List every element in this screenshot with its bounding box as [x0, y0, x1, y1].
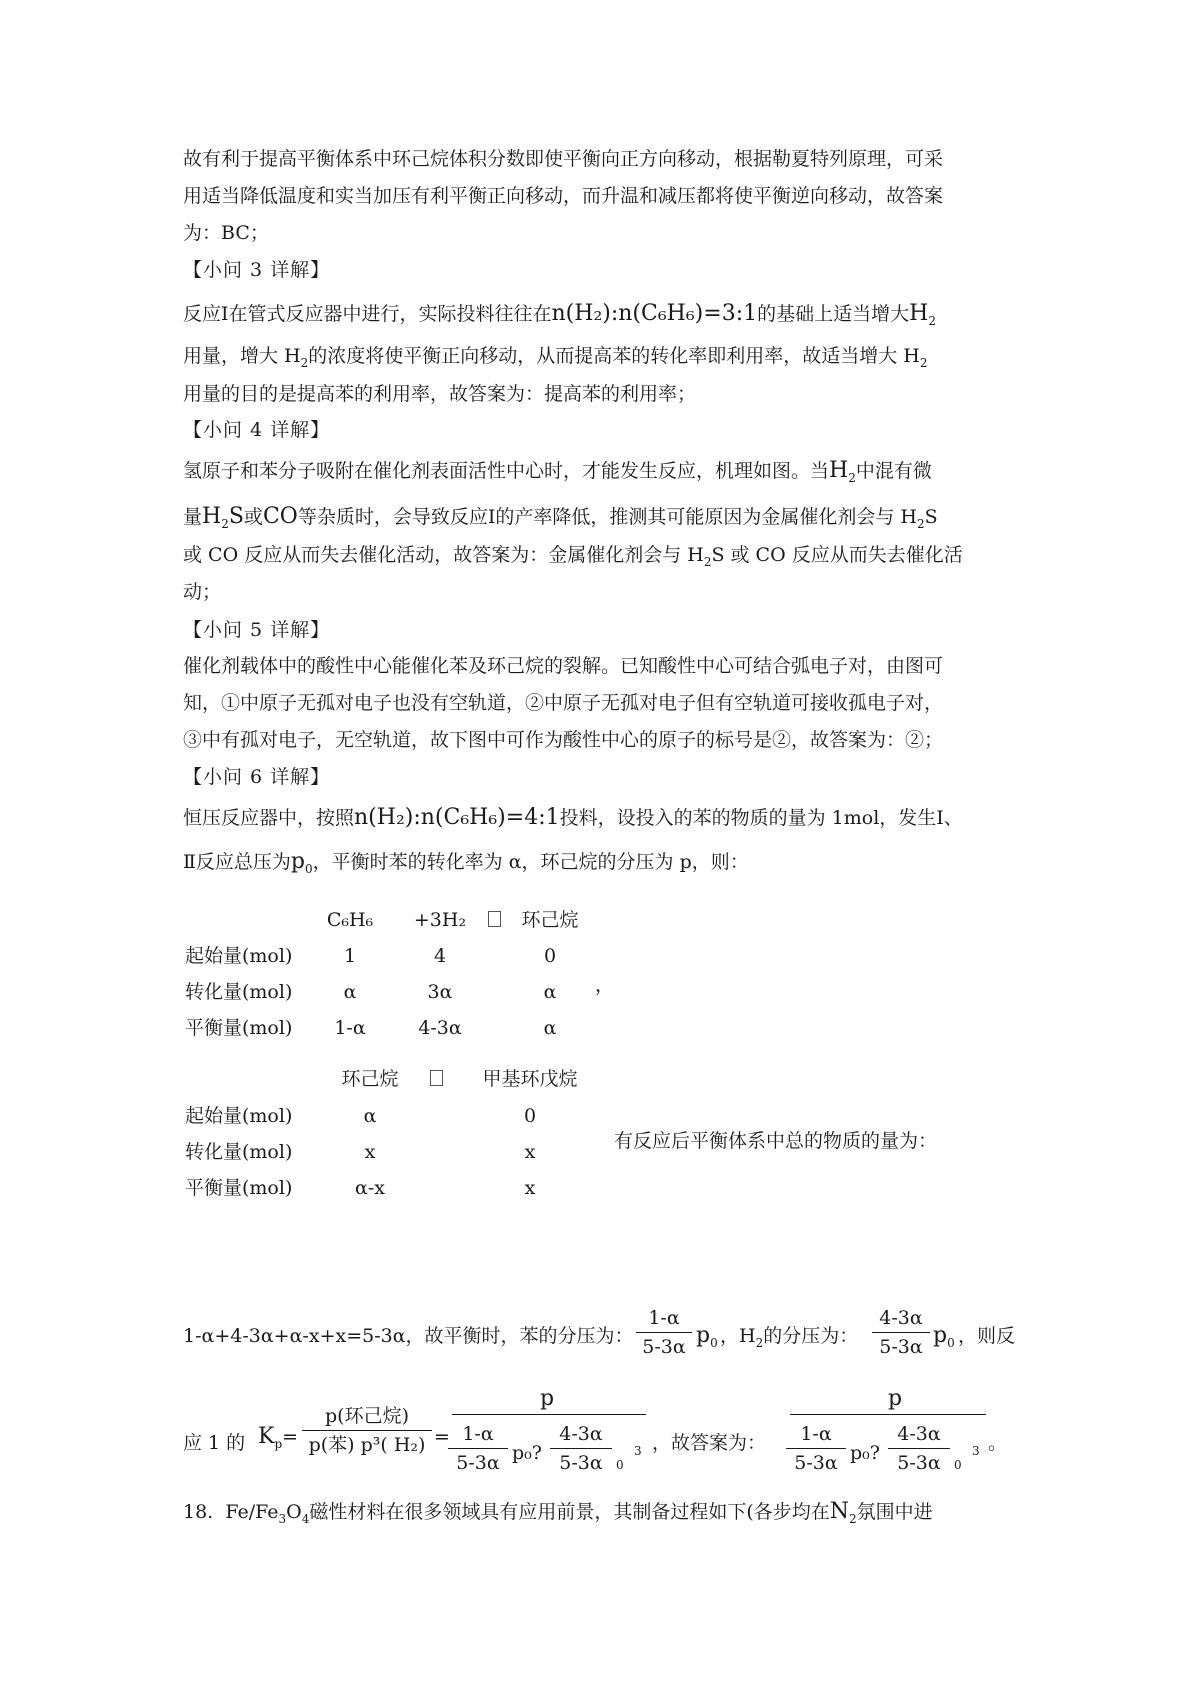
text-line: ，则反 [958, 1325, 1016, 1347]
subscript: 0 [616, 1458, 624, 1472]
table-header-cyclohexane: 环己烷 [521, 909, 579, 931]
section-header-q6: 【小问 6 详解】 [183, 766, 331, 788]
text-line: 1-α+4-3α+α-x+x=5-3α，故平衡时，苯的分压为： [183, 1325, 634, 1347]
text-line: ，故答案为： [652, 1432, 767, 1454]
fraction-benzene: $\frac{1-\alpha}{5-3\alpha}$ [636, 1306, 692, 1359]
table-cell: 1 [343, 945, 357, 967]
text-line: Ⅱ反应总压为$p_0$，平衡时苯的转化率为 α，环己烷的分压为 p，则： [183, 849, 749, 876]
text-line: 动； [183, 581, 222, 603]
question-18: 18. $Fe/Fe_3O_4$磁性材料在很多领域具有应用前景，其制备过程如下(各步均在$N_2$氛围中进 [183, 1499, 933, 1526]
fraction-bar [790, 1414, 986, 1415]
table-cell: 0 [523, 1105, 537, 1127]
text-line: 。 [988, 1432, 1008, 1454]
subscript: 0 [954, 1458, 962, 1472]
row-label: 起始量(mol) [185, 1105, 293, 1127]
text-line: ，$H_2$的分压为： [720, 1325, 859, 1350]
text-line: 催化剂载体中的酸性中心能催化苯及环己烷的裂解。已知酸性中心可结合弧电子对，由图可 [183, 655, 944, 677]
section-header-q3: 【小问 3 详解】 [183, 259, 331, 281]
table-cell: 4 [433, 945, 447, 967]
fraction-inner: $\frac{4-3\alpha}{5-3\alpha}$ [888, 1422, 950, 1475]
superscript: 3 [972, 1444, 980, 1458]
text-line: 反应Ⅰ在管式反应器中进行，实际投料往往在n(H₂):n(C₆H₆)=3:1的基础上适当增大$H_2$ [183, 301, 936, 328]
table-cell: α-x [355, 1177, 385, 1199]
table-cell: α [543, 1017, 557, 1039]
big-fraction-numerator: p [540, 1386, 555, 1411]
table-header-cyclohexane: 环己烷 [341, 1068, 399, 1090]
formula-ratio: n(H₂):n(C₆H₆)=3:1 [551, 301, 758, 326]
text-line: 氢原子和苯分子吸附在催化剂表面活性中心时，才能发生反应，机理如图。当$H_2$中混有微 [183, 458, 932, 485]
table-comma: ， [595, 974, 615, 996]
table-cell: 3α [427, 981, 453, 1003]
fraction-bar [452, 1414, 646, 1415]
pressure-symbol: $p_0$ [933, 1323, 955, 1350]
table-cell: α [343, 981, 357, 1003]
text-line: 知，①中原子无孤对电子也没有空轨道，②中原子无孤对电子但有空轨道可接收孤电子对， [183, 692, 944, 714]
table-cell: α [363, 1105, 377, 1127]
text-line: 用适当降低温度和实当加压有利平衡正向移动，而升温和减压都将使平衡逆向移动，故答案 [183, 185, 944, 207]
superscript: 3 [634, 1444, 642, 1458]
row-label: 平衡量(mol) [185, 1177, 293, 1199]
text-line: 或 CO 反应从而失去催化活动，故答案为：金属催化剂会与 $H_2S$ 或 CO 反应从而失去催化活 [183, 544, 963, 569]
equals-sign: = [434, 1426, 450, 1448]
text-line: 有反应后平衡体系中总的物质的量为： [614, 1130, 938, 1152]
fraction-inner: $\frac{1-\alpha}{5-3\alpha}$ [448, 1422, 508, 1475]
text-line: 恒压反应器中，按照n(H₂):n(C₆H₆)=4:1投料，设投入的苯的物质的量为 1mol，发生Ⅰ、 [183, 805, 963, 830]
equilibrium-arrow-icon [484, 908, 504, 932]
table-header-methylcyclopentane: 甲基环戊烷 [482, 1068, 578, 1090]
text-line: 量$H_2S$或CO等杂质时，会导致反应Ⅰ的产率降低，推测其可能原因为金属催化剂会与 $H_2S$ [183, 504, 938, 531]
text-line: 用量的目的是提高苯的利用率，故答案为：提高苯的利用率； [183, 383, 697, 405]
fraction-inner: $\frac{4-3\alpha}{5-3\alpha}$ [550, 1422, 612, 1475]
text-line: 为：BC； [183, 222, 269, 244]
row-label: 平衡量(mol) [185, 1017, 293, 1039]
table-cell: 0 [543, 945, 557, 967]
fraction-hydrogen: $\frac{4-3\alpha}{5-3\alpha}$ [872, 1306, 930, 1359]
table-cell: 4-3α [418, 1017, 462, 1039]
big-fraction-numerator: p [888, 1386, 903, 1411]
fraction-kp: p(环己烷) p(苯) p³( H₂) [302, 1404, 432, 1457]
row-label: 起始量(mol) [185, 945, 293, 967]
row-label: 转化量(mol) [185, 1141, 293, 1163]
text-line: p₀? [850, 1442, 880, 1464]
text-line: 应 1 的 [183, 1432, 246, 1454]
text-line: 用量，增大 $H_2$的浓度将使平衡正向移动，从而提高苯的转化率即利用率，故适当增大 $H_2$ [183, 345, 928, 370]
section-header-q4: 【小问 4 详解】 [183, 419, 331, 441]
kp-symbol: $K_p=$ [258, 1424, 299, 1451]
table-cell: x [524, 1177, 536, 1199]
text-line: 故有利于提高平衡体系中环己烷体积分数即使平衡向正方向移动，根据勒夏特列原理，可采 [183, 148, 944, 170]
table-header-benzene: C₆H₆ [326, 909, 374, 931]
table-header-hydrogen: +3H₂ [413, 909, 467, 931]
fraction-inner: $\frac{1-\alpha}{5-3\alpha}$ [786, 1422, 846, 1475]
table-cell: x [524, 1141, 536, 1163]
formula-ratio: n(H₂):n(C₆H₆)=4:1 [354, 805, 560, 830]
text-line: ③中有孤对电子，无空轨道，故下图中可作为酸性中心的原子的标号是②，故答案为：②； [183, 729, 944, 751]
equilibrium-arrow-icon [426, 1067, 446, 1091]
table-cell: 1-α [334, 1017, 366, 1039]
section-header-q5: 【小问 5 详解】 [183, 619, 331, 641]
table-cell: α [543, 981, 557, 1003]
row-label: 转化量(mol) [185, 981, 293, 1003]
pressure-symbol: $p_0$ [696, 1323, 718, 1350]
table-cell: x [364, 1141, 376, 1163]
text-line: p₀? [512, 1442, 542, 1464]
